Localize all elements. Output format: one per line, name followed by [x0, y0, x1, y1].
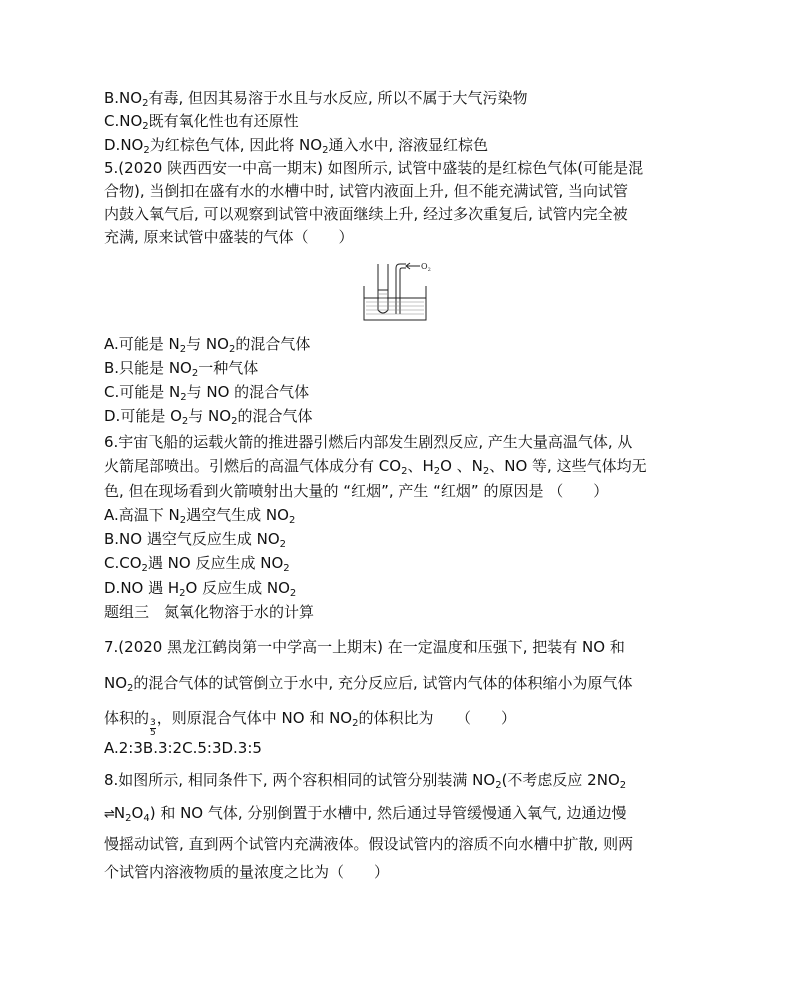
q5-option-d: D.可能是 $O_2$与 $NO_2$的混合气体: [104, 407, 313, 427]
test-tube-figure: [360, 260, 436, 324]
q8-stem-line4: 个试管内溶液物质的量浓度之比为（ ）: [104, 863, 390, 881]
equilibrium-arrow-icon: ⇌: [104, 807, 114, 822]
q4-option-d: $D.NO_2$为红棕色气体, 因此将 $NO_2$通入水中, 溶液显红棕色: [104, 136, 488, 156]
q7-stem-line2: $NO_2$的混合气体的试管倒立于水中, 充分反应后, 试管内气体的体积缩小为原气体: [104, 674, 633, 694]
fraction-three-fifths: $\frac{3}{5}$: [150, 718, 156, 738]
q6-option-b: B.NO 遇空气反应生成 $NO_2$: [104, 530, 287, 550]
q6-option-d: D.NO 遇 $H_2O$ 反应生成 $NO_2$: [104, 579, 297, 599]
q6-stem-line1: 6.宇宙飞船的运载火箭的推进器引燃后内部发生剧烈反应, 产生大量高温气体, 从: [104, 433, 633, 451]
q5-option-c: C.可能是 $N_2$与 NO 的混合气体: [104, 383, 310, 403]
q5-stem-line4: 充满, 原来试管中盛装的气体（ ）: [104, 228, 354, 246]
q6-stem-line2: 火箭尾部喷出。引燃后的高温气体成分有 $CO_2$、$H_2O$ 、$N_2$、NO 等, 这些气体均无: [104, 457, 647, 477]
q5-option-a: A.可能是 $N_2$与 $NO_2$的混合气体: [104, 335, 311, 355]
q5-stem-line1: 5.(2020 陕西西安一中高一期末) 如图所示, 试管中盛装的是红棕色气体(可能是混: [104, 159, 644, 177]
q7-options: A.2:3B.3:2C.5:3D.3:5: [104, 739, 262, 757]
figure-o2-label: $O_2$: [421, 262, 431, 273]
q4-option-b: $B.NO_2$有毒, 但因其易溶于水且与水反应, 所以不属于大气污染物: [104, 89, 528, 109]
q7-stem-line1: 7.(2020 黑龙江鹤岗第一中学高一上期末) 在一定温度和压强下, 把装有 NO 和: [104, 638, 625, 656]
group3-heading: 题组三 氮氧化物溶于水的计算: [104, 603, 315, 621]
q6-stem-line3: 色, 但在现场看到火箭喷射出大量的 “红烟”, 产生 “红烟” 的原因是 （ ）: [104, 482, 609, 500]
q4-option-c: $C.NO_2$既有氧化性也有还原性: [104, 112, 299, 132]
q8-stem-line2: $\rightleftharpoons N_2O_4$) 和 NO 气体, 分别倒置于水槽中, 然后通过导管缓慢通入氧气, 边通边慢: [104, 804, 627, 824]
q8-stem-line1: 8.如图所示, 相同条件下, 两个容积相同的试管分别装满 $NO_2$(不考虑反应 $2NO_2$: [104, 771, 627, 791]
q8-stem-line3: 慢摇动试管, 直到两个试管内充满液体。假设试管内的溶质不向水槽中扩散, 则两: [104, 835, 634, 853]
q5-stem-line3: 内鼓入氧气后, 可以观察到试管中液面继续上升, 经过多次重复后, 试管内完全被: [104, 205, 628, 223]
q5-stem-line2: 合物), 当倒扣在盛有水的水槽中时, 试管内液面上升, 但不能充满试管, 当向试管: [104, 182, 628, 200]
q6-option-a: A.高温下 $N_2$遇空气生成 $NO_2$: [104, 506, 296, 526]
q7-stem-line3: 体积的 $\frac{3}{5}$ ，则原混合气体中 NO 和 $NO_2$的体积比为 （ ）: [104, 709, 517, 738]
q5-option-b: B.只能是 $NO_2$一种气体: [104, 359, 259, 379]
q6-option-c: $C.CO_2$遇 NO 反应生成 $NO_2$: [104, 554, 290, 574]
